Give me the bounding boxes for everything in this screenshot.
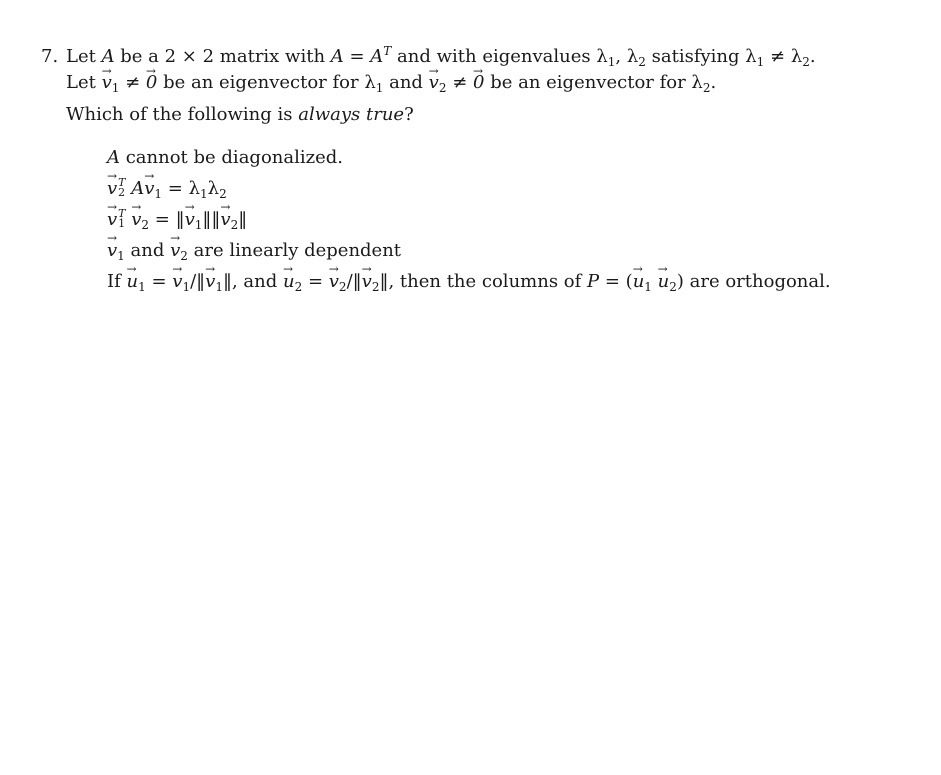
answer-option-5[interactable]: $If \to u_1$ = → $v_1/‖\to$ $v_1‖$, and → $u_2$ = → $v_2/‖\to$ $v_2‖$, then the columns of P = (→ $u_1 \to u_2$) are orthogonal. — [107, 266, 921, 297]
answer-option-1[interactable]: A cannot be diagonalized. — [107, 147, 343, 168]
question-text: Which of the following is always true? — [66, 104, 414, 125]
problem-statement-line-1: 7. Let A be a 2 × 2 matrix with $A = A^T$ and with eigenvalues $\lambda_1$, $\lambda_2$ satisfying $\lambda_1 \ne \lambda_2$. — [41, 44, 816, 69]
problem-statement-line-2: Let → $v_1$ ≠ → 0 be an eigenvector for $\lambda_1$ and → $v_2$ ≠ → 0 be an eigenvector for $\lambda_2$. — [41, 70, 921, 96]
answer-option-4[interactable]: → $v_1$ and → $v_2$ are linearly dependent — [107, 235, 921, 266]
emphasis-text: always true — [298, 104, 405, 125]
answer-option-2[interactable]: → v T 2 $A\to v_1 = \lambda_1\lambda_2$ — [107, 173, 921, 204]
answer-option-3[interactable]: → v T 1 → $v_2$ = ‖→ $v_1‖‖\to$ $v_2‖$ — [107, 204, 921, 235]
answer-options — [41, 142, 921, 297]
problem-7 — [41, 44, 921, 297]
problem-number: 7. — [41, 46, 59, 67]
